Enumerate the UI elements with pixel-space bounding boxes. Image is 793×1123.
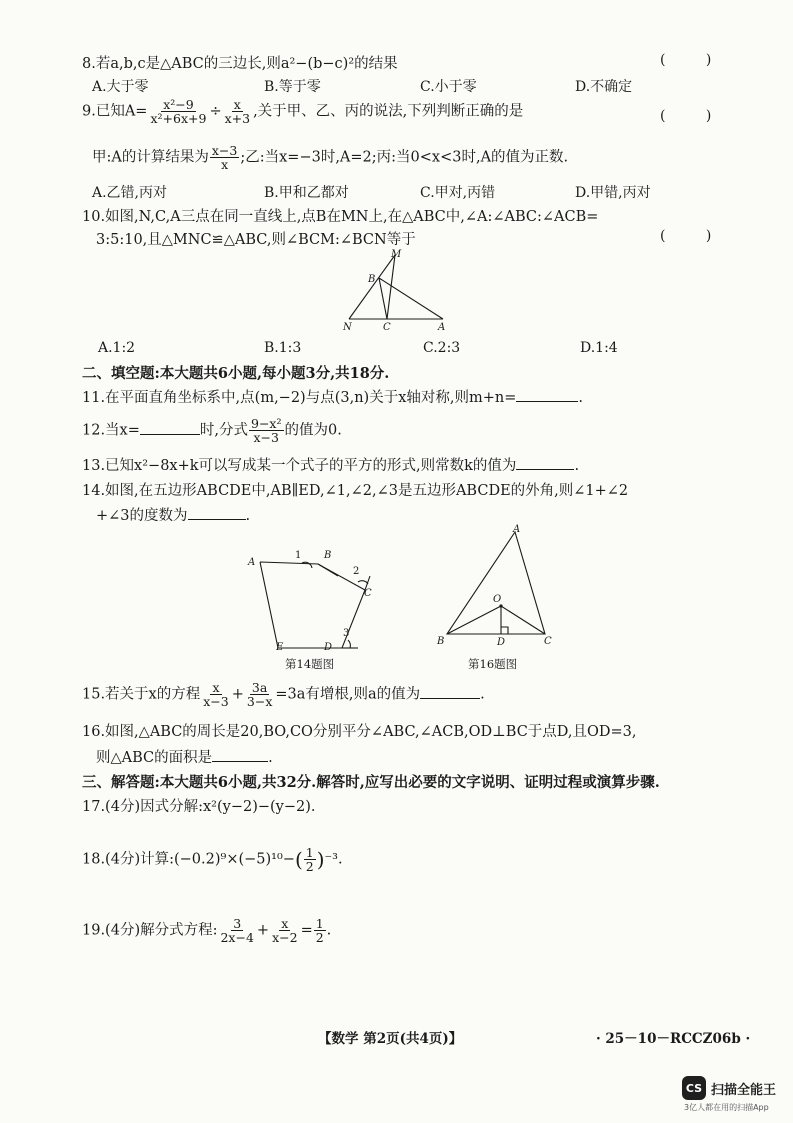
figure-14-caption: 第14题图 bbox=[285, 657, 335, 671]
fig14-label-a: A bbox=[248, 557, 256, 568]
fig14-label-c: C bbox=[364, 588, 372, 599]
q14-blank bbox=[188, 507, 246, 520]
page-footer-code: · 25－10－RCCZ06b · bbox=[596, 1031, 751, 1047]
q9-stem: 9.已知A= $\frac{\text{x²−9}}{\text{x²+6x+9}}$ ÷ $\frac{x}{x+3}$ ,关于甲、乙、丙的说法,下列判断正确的是 bbox=[82, 97, 524, 127]
q10-figure bbox=[335, 245, 455, 335]
section-2-heading: 二、填空题:本大题共6小题,每小题3分,共18分. bbox=[82, 365, 390, 382]
q12-fraction: $\frac{\text{9−x²}}{x-3}$ bbox=[251, 416, 282, 446]
camscanner-logo-icon: CS bbox=[682, 1076, 706, 1100]
section-3-heading: 三、解答题:本大题共6小题,共32分.解答时,应写出必要的文字说明、证明过程或演算步骤. bbox=[82, 774, 660, 791]
q15-fraction-1: $\frac{x}{x-3}$ bbox=[203, 680, 229, 710]
q19: 19.(4分)解分式方程: $\frac{3}{2x-4}$ + $\frac{x}{x-2}$ = $\frac{1}{2}$ . bbox=[82, 916, 332, 946]
q10-label-c: C bbox=[383, 322, 391, 333]
q10-answer-paren: ( ) bbox=[660, 228, 730, 244]
q10-option-d: D.1:4 bbox=[580, 340, 618, 356]
q10-option-c: C.2:3 bbox=[423, 340, 461, 356]
q8-option-a: A.大于零 bbox=[92, 79, 149, 95]
figure-14 bbox=[240, 540, 385, 655]
q18: 18.(4分)计算:(−0.2)⁹×(−5)¹⁰−( $\frac{1}{2}$ )⁻³. bbox=[82, 845, 343, 875]
q9-fraction-2: $\frac{x}{x+3}$ bbox=[224, 97, 251, 127]
q17: 17.(4分)因式分解:x²(y−2)−(y−2). bbox=[82, 799, 316, 815]
fig14-angle-3: 3 bbox=[343, 628, 350, 639]
q15-fraction-2: $\frac{3a}{3-x}$ bbox=[246, 680, 273, 710]
fig14-label-b: B bbox=[324, 550, 332, 561]
q16-blank bbox=[212, 749, 268, 762]
q10-label-a: A bbox=[438, 322, 446, 333]
q16-line2: 则△ABC的面积是 . bbox=[96, 750, 273, 766]
q18-fraction: $\frac{1}{2}$ bbox=[305, 845, 314, 875]
q10-line2: 3:5:10,且△MNC≌△ABC,则∠BCM:∠BCN等于 bbox=[96, 232, 416, 248]
q8-option-c: C.小于零 bbox=[420, 79, 477, 95]
q8-option-b: B.等于零 bbox=[264, 79, 321, 95]
q9-option-d: D.甲错,丙对 bbox=[575, 185, 651, 201]
scanner-title: 扫描全能王 bbox=[711, 1082, 777, 1098]
fig14-label-e: E bbox=[276, 642, 284, 653]
fig16-label-b: B bbox=[437, 636, 445, 647]
figure-16 bbox=[435, 520, 560, 650]
fig16-label-o: O bbox=[493, 594, 502, 605]
figure-16-caption: 第16题图 bbox=[468, 657, 518, 671]
q19-fraction-2: $\frac{x}{x-2}$ bbox=[272, 916, 298, 946]
fig14-label-d: D bbox=[324, 642, 333, 653]
q8-stem: 8.若a,b,c是△ABC的三边长,则a²−(b−c)²的结果 bbox=[82, 56, 398, 72]
q11-blank bbox=[516, 389, 578, 402]
fig14-angle-2: 2 bbox=[353, 566, 360, 577]
q10-option-a: A.1:2 bbox=[98, 340, 136, 356]
fig16-label-a: A bbox=[513, 524, 521, 535]
q10-label-b: B bbox=[368, 274, 376, 285]
q10-option-b: B.1:3 bbox=[264, 340, 302, 356]
q9-option-a: A.乙错,丙对 bbox=[92, 185, 168, 201]
q9-answer-paren: ( ) bbox=[660, 108, 730, 124]
q19-fraction-3: $\frac{1}{2}$ bbox=[315, 916, 324, 946]
fig16-label-d: D bbox=[497, 637, 506, 648]
q9-option-c: C.甲对,丙错 bbox=[420, 185, 496, 201]
q10-line1: 10.如图,N,C,A三点在同一直线上,点B在MN上,在△ABC中,∠A:∠ABC:∠ACB= bbox=[82, 209, 599, 225]
q12: 12.当x= 时,分式 $\frac{\text{9−x²}}{x-3}$ 的值为0. bbox=[82, 416, 342, 446]
q19-fraction-1: $\frac{3}{2x-4}$ bbox=[220, 916, 254, 946]
scanner-watermark bbox=[682, 1076, 776, 1100]
q16-line1: 16.如图,△ABC的周长是20,BO,CO分别平分∠ABC,∠ACB,OD⊥BC于点D,且OD=3, bbox=[82, 724, 637, 740]
q12-blank bbox=[140, 422, 200, 435]
q14-line1: 14.如图,在五边形ABCDE中,AB∥ED,∠1,∠2,∠3是五边形ABCDE的外角,则∠1+∠2 bbox=[82, 483, 629, 499]
q8-answer-paren: ( ) bbox=[660, 52, 730, 68]
q10-label-n: N bbox=[343, 322, 352, 333]
q9-fraction-1: $\frac{\text{x²−9}}{\text{x²+6x+9}}$ bbox=[150, 97, 207, 127]
q14-line2: +∠3的度数为 . bbox=[96, 508, 251, 524]
q15: 15.若关于x的方程 $\frac{x}{x-3}$ + $\frac{3a}{3-x}$ =3a有增根,则a的值为 . bbox=[82, 680, 485, 710]
q9-option-b: B.甲和乙都对 bbox=[264, 185, 349, 201]
q10-label-m: M bbox=[391, 249, 402, 260]
page-footer-center: 【数学 第2页(共4页)】 bbox=[318, 1031, 463, 1047]
q9-fraction-3: $\frac{x-3}{x}$ bbox=[211, 143, 238, 173]
q9-statements: 甲:A的计算结果为 $\frac{x-3}{x}$ ;乙:当x=−3时,A=2;丙:当0<x<3时,A的值为正数. bbox=[92, 143, 569, 173]
fig16-label-c: C bbox=[544, 636, 552, 647]
q11: 11.在平面直角坐标系中,点(m,−2)与点(3,n)关于x轴对称,则m+n= . bbox=[82, 390, 583, 406]
fig14-angle-1: 1 bbox=[295, 550, 302, 561]
q8-option-d: D.不确定 bbox=[575, 79, 633, 95]
q15-blank bbox=[420, 686, 480, 699]
q13: 13.已知x²−8x+k可以写成某一个式子的平方的形式,则常数k的值为 . bbox=[82, 458, 580, 474]
q13-blank bbox=[516, 457, 574, 470]
scanner-subtitle: 3亿人都在用的扫描App bbox=[684, 1103, 769, 1112]
